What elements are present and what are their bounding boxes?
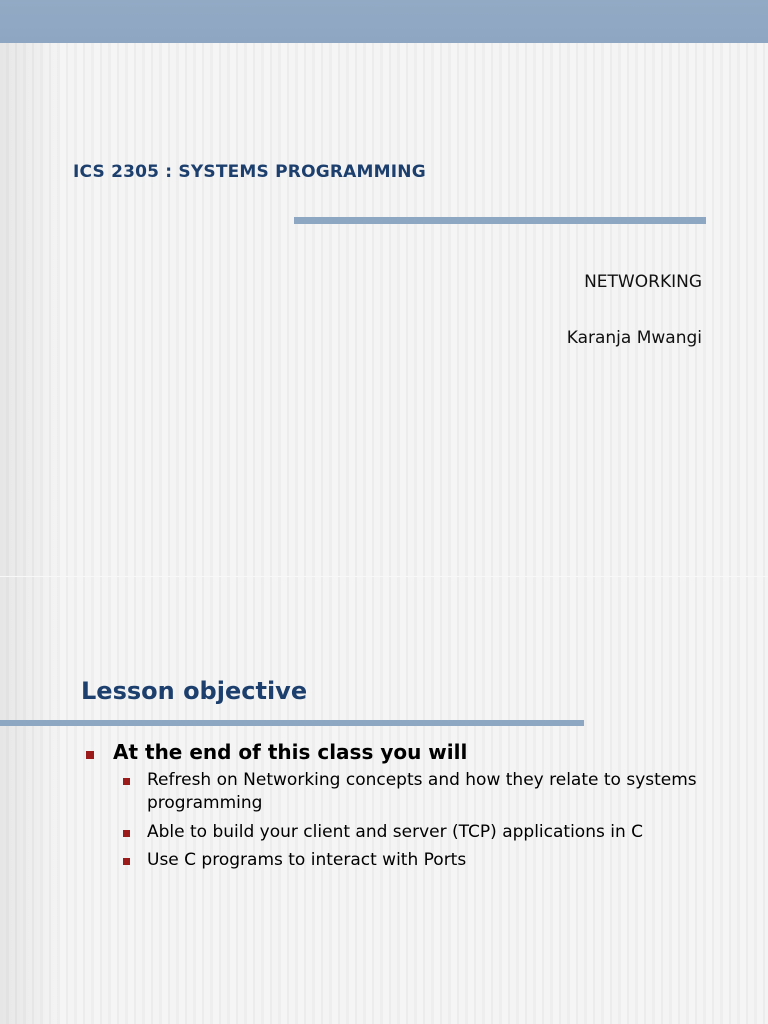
bullet-square-icon (123, 830, 130, 837)
slide-heading: Lesson objective (81, 677, 308, 705)
objective-slide (0, 577, 768, 1024)
bullet-square-icon (123, 778, 130, 785)
sub-bullet-item (147, 769, 727, 815)
course-title: ICS 2305 : SYSTEMS PROGRAMMING (73, 162, 426, 182)
title-underline-rule (294, 217, 706, 224)
bullet-square-icon (86, 751, 94, 759)
sub-bullet-item (147, 821, 727, 844)
heading-underline-rule (0, 720, 584, 726)
bullet-text: At the end of this class you will (113, 740, 468, 764)
slide-topic: NETWORKING (584, 272, 702, 292)
slide-author: Karanja Mwangi (566, 328, 702, 348)
top-accent-band (0, 0, 768, 43)
sub-bullet-text: Use C programs to interact with Ports (147, 850, 467, 870)
sub-bullet-item (147, 849, 727, 872)
sub-bullet-text: Refresh on Networking concepts and how they relate to systems programming (147, 770, 697, 813)
sub-bullet-text: Able to build your client and server (TCP) applications in C (147, 822, 643, 842)
bullet-item (113, 740, 467, 764)
bullet-square-icon (123, 858, 130, 865)
